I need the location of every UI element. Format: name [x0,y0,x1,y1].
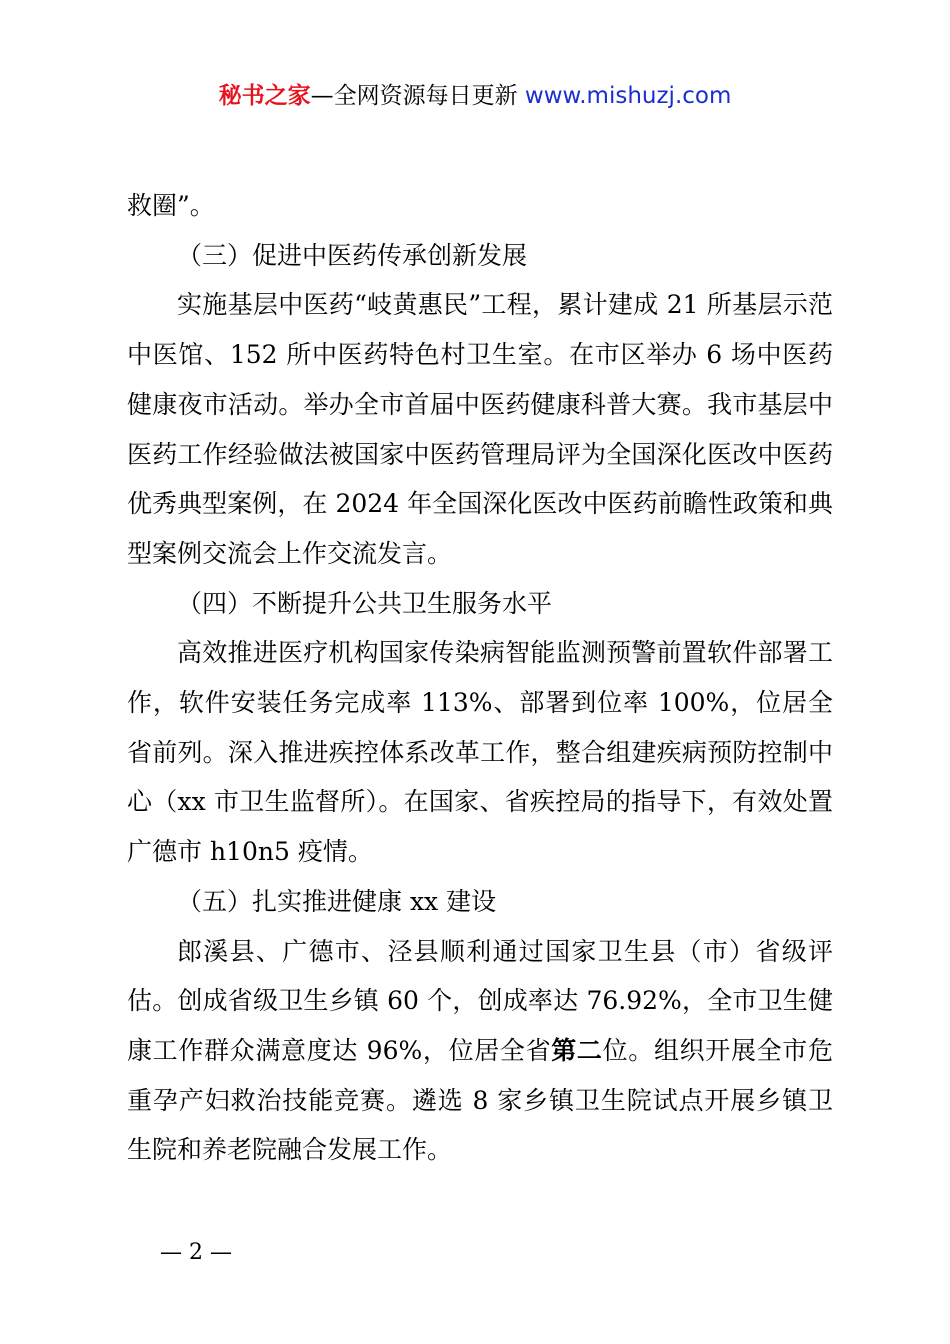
paragraph-continued: 救圈”。 [127,191,215,220]
page-number: — 2 — [160,1240,232,1265]
site-watermark-header [0,78,950,114]
bold-rank-text: 第二 [551,1035,603,1065]
paragraph-public-health: 高效推进医疗机构国家传染病智能监测预警前置软件部署工作，软件安装任务完成率 113%、部署到位率 100%，位居全省前列。深入推进疾控体系改革工作，整合组建疾病预防控制中心（xx 市卫生监督所）。在国家、省疾控局的指导下，有效处置广德市 h10n5 疫情。 [127,638,833,867]
document-body [127,181,833,1175]
paragraph-tcm: 实施基层中医药“岐黄惠民”工程，累计建成 21 所基层示范中医馆、152 所中医药特色村卫生室。在市区举办 6 场中医药健康夜市活动。举办全市首届中医药健康科普大赛。我市基层中医药工作经验做法被国家中医药管理局评为全国深化医改中医药优秀典型案例，在 2024 年全国深化医改中医药前瞻性政策和典型案例交流会上作交流发言。 [127,290,833,568]
paragraph-healthy-city [127,927,833,1176]
section-heading-3: （三）促进中医药传承创新发展 [177,240,528,270]
section-heading-5: （五）扎实推进健康 xx 建设 [177,886,497,916]
watermark-brand: 秘书之家 [218,83,311,109]
watermark-url: www.mishuzj.com [524,83,732,109]
watermark-slogan: —全网资源每日更新 [310,83,525,109]
paragraph-text-after: 位。组织开展全市危重孕产妇救治技能竞赛。遴选 8 家乡镇卫生院试点开展乡镇卫生院和养老院融合发展工作。 [127,1035,833,1165]
section-heading-4: （四）不断提升公共卫生服务水平 [177,588,553,618]
paragraph-text-before: 郎溪县、广德市、泾县顺利通过国家卫生县（市）省级评估。创成省级卫生乡镇 60 个，创成率达 76.92%，全市卫生健康工作群众满意度达 96%，位居全省 [127,936,833,1065]
